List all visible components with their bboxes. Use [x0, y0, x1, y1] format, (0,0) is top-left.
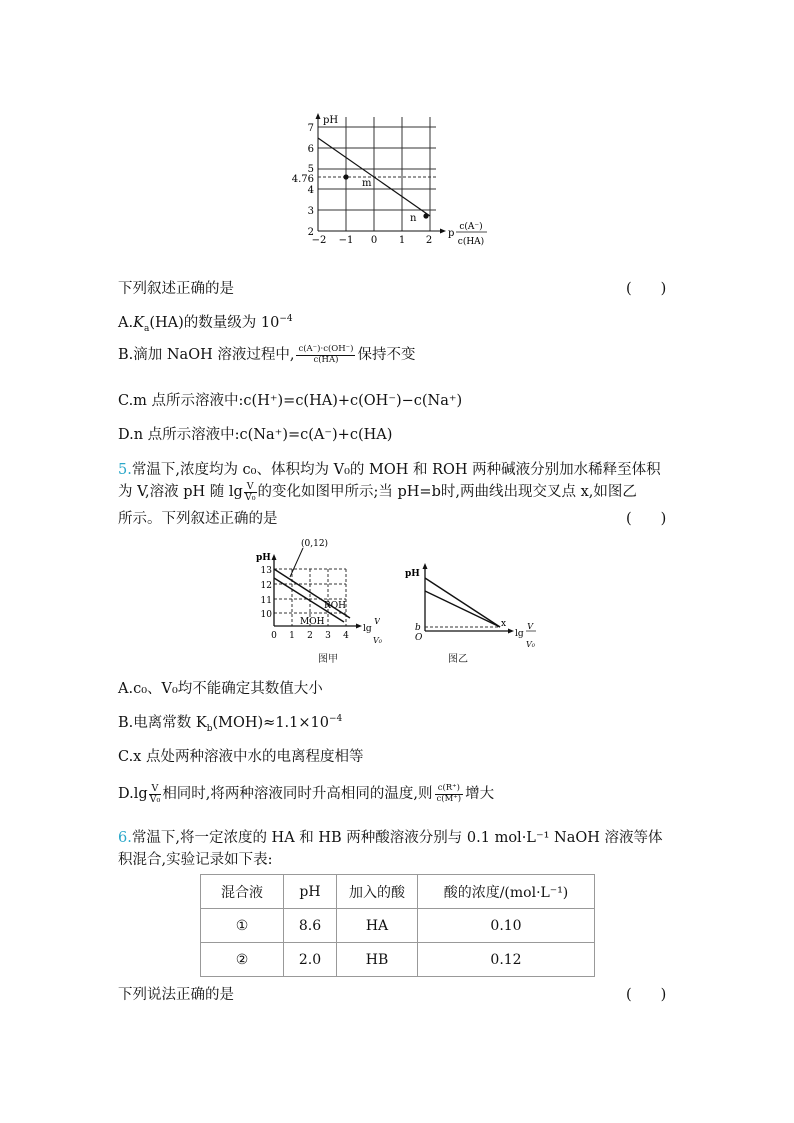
table-header-cell: pH [284, 875, 337, 909]
y-tick: 4.76 [291, 174, 314, 185]
x-axis-arrow [440, 229, 446, 234]
q5-d-frac-num: V [149, 784, 162, 795]
pointer-line [290, 548, 303, 577]
jia-x-arrow [356, 624, 362, 629]
table-header-cell: 混合液 [201, 875, 284, 909]
q5-d-frac-den: V₀ [149, 793, 161, 805]
q4-a-exp: −4 [279, 314, 293, 325]
q5-line1 [118, 458, 661, 479]
q6-line2: 积混合,实验记录如下表: [118, 852, 273, 868]
x-axis-label-num: c(A⁻) [459, 222, 483, 232]
point-n [423, 213, 428, 218]
x-tick: −2 [311, 235, 327, 246]
y-axis-arrow [316, 113, 321, 119]
jia-x-tick: 0 [271, 631, 277, 641]
jia-moh-label: MOH [300, 617, 325, 627]
q4-option-a[interactable] [118, 311, 293, 334]
q4-option-c[interactable]: C.m 点所示溶液中:c(H⁺)=c(HA)+c(OH⁻)−c(Na⁺) [118, 393, 463, 409]
q6-data-table [200, 874, 595, 977]
jia-y-tick: 12 [260, 581, 272, 591]
jia-y-arrow [272, 554, 277, 560]
q5-option-c[interactable]: C.x 点处两种溶液中水的电离程度相等 [118, 749, 364, 765]
yi-upper-line [425, 578, 500, 627]
jia-x-tick: 1 [289, 631, 295, 641]
jia-roh-label: ROH [324, 601, 347, 611]
q5-d-mid: 相同时,将两种溶液同时升高相同的温度,则 [162, 786, 433, 802]
table-row [201, 943, 595, 977]
y-tick: 2 [307, 227, 314, 238]
q4-b-den: c(HA) [313, 354, 339, 365]
jia-y-label: pH [256, 553, 271, 563]
jia-x-axis-num: V [374, 617, 380, 626]
q5-line2 [118, 480, 637, 502]
q5-option-d[interactable] [118, 782, 494, 804]
table-cell: HB [337, 943, 418, 977]
jia-y-tick: 11 [260, 596, 272, 606]
y-tick: 7 [307, 123, 314, 134]
q6-line1-text: 常温下,将一定浓度的 HA 和 HB 两种酸溶液分别与 0.1 mol·L⁻¹ NaOH 溶液等体 [131, 830, 663, 846]
table-header-cell: 酸的浓度/(mol·L⁻¹) [418, 875, 595, 909]
figure-ph-vs-pca [290, 110, 500, 250]
yi-x-axis-lg: lg [515, 629, 524, 639]
jia-x-tick: 4 [343, 631, 349, 641]
table-cell: 0.12 [418, 943, 595, 977]
point-m [343, 174, 348, 179]
q5-line2-pre: 为 V,溶液 pH 随 lg [118, 484, 243, 500]
q4-a-text: (HA)的数量级为 10 [149, 315, 280, 331]
yi-x-axis-num: V [527, 622, 533, 631]
table-cell: 0.10 [418, 909, 595, 943]
y-tick: 4 [307, 185, 314, 196]
q5-frac-num: V [244, 482, 257, 493]
q5-line1-text: 常温下,浓度均为 c₀、体积均为 V₀的 MOH 和 ROH 两种碱液分别加水稀释至体积 [131, 462, 661, 478]
q5-line2-post: 的变化如图甲所示;当 pH=b时,两曲线出现交叉点 x,如图乙 [257, 484, 637, 500]
yi-caption: 图乙 [448, 654, 468, 665]
q5-number: 5. [118, 462, 132, 478]
q5-b-sub: b [206, 723, 213, 734]
q4-answer-paren[interactable]: ( ) [626, 281, 667, 297]
yi-x-arrow [508, 629, 514, 634]
yi-y-arrow [423, 563, 428, 569]
x-axis-label-den: c(HA) [457, 237, 485, 247]
yi-b-label: b [415, 623, 421, 633]
y-axis-label: pH [323, 115, 339, 126]
q5-d-vv0-fraction [149, 784, 162, 805]
q4-b-num: c(A⁻)·c(OH⁻) [298, 344, 354, 355]
yi-x-axis-den: V₀ [526, 640, 535, 649]
x-tick: −1 [338, 235, 354, 246]
yi-origin-label: O [415, 633, 423, 643]
q5-b-exp: −4 [329, 714, 343, 725]
yi-lower-line [425, 591, 500, 627]
q6-answer-paren[interactable]: ( ) [626, 987, 667, 1003]
y-tick: 5 [307, 164, 314, 175]
q5-d-den: c(M⁺) [436, 793, 462, 804]
q6-number: 6. [118, 830, 132, 846]
q5-d-ratio-fraction [435, 784, 464, 804]
table-header-cell: 加入的酸 [337, 875, 418, 909]
yi-y-label: pH [405, 569, 420, 579]
table-row [201, 909, 595, 943]
moh-line [274, 578, 347, 622]
table-header-row [201, 875, 595, 909]
jia-point-label: (0,12) [301, 539, 329, 549]
x-tick: 2 [425, 235, 433, 246]
q6-line1 [118, 826, 663, 847]
q4-a-prefix: A. [118, 315, 134, 331]
table-cell: ① [201, 909, 284, 943]
jia-x-tick: 3 [325, 631, 331, 641]
table-cell: 8.6 [284, 909, 337, 943]
q5-d-num: c(R⁺) [435, 784, 464, 794]
point-m-label: m [362, 178, 372, 189]
point-n-label: n [410, 213, 417, 224]
yi-x-point-label: x [501, 619, 507, 629]
jia-x-tick: 2 [307, 631, 313, 641]
table-cell: 2.0 [284, 943, 337, 977]
q5-b-post: (MOH)≈1.1×10 [212, 715, 329, 731]
table-cell: HA [337, 909, 418, 943]
q4-option-b[interactable] [118, 343, 415, 365]
q5-option-b[interactable] [118, 711, 342, 734]
q5-b-text: B.电离常数 K [118, 715, 207, 731]
q5-line3: 所示。下列叙述正确的是 [118, 511, 278, 527]
jia-x-axis-lg: lg [363, 624, 372, 634]
x-axis-label-prefix: p [448, 228, 455, 239]
jia-x-axis-den: V₀ [373, 636, 382, 645]
q5-answer-paren[interactable]: ( ) [626, 511, 667, 527]
q4-a-sub: a [143, 323, 150, 334]
q5-vv0-fraction [244, 482, 257, 503]
y-tick: 3 [307, 206, 314, 217]
q5-option-a[interactable]: A.c₀、V₀均不能确定其数值大小 [118, 681, 323, 697]
q4-a-k: K [133, 315, 144, 331]
q6-stem: 下列说法正确的是 [118, 987, 234, 1003]
q4-b-fraction [296, 345, 355, 365]
x-tick: 1 [398, 235, 406, 246]
q4-b-prefix: B.滴加 NaOH 溶液过程中, [118, 347, 295, 363]
jia-caption: 图甲 [318, 654, 338, 665]
figure-jia [250, 535, 380, 665]
x-tick: 0 [370, 235, 378, 246]
table-cell: ② [201, 943, 284, 977]
q5-d-post: 增大 [465, 786, 495, 802]
q4-b-post: 保持不变 [357, 347, 416, 363]
jia-y-tick: 13 [260, 566, 272, 576]
q4-stem: 下列叙述正确的是 [118, 281, 234, 297]
y-tick: 6 [307, 144, 314, 155]
jia-y-tick: 10 [260, 610, 272, 620]
q5-d-prefix: D.lg [118, 786, 148, 802]
q5-frac-den: V₀ [244, 491, 256, 503]
q4-option-d[interactable]: D.n 点所示溶液中:c(Na⁺)=c(A⁻)+c(HA) [118, 427, 393, 443]
